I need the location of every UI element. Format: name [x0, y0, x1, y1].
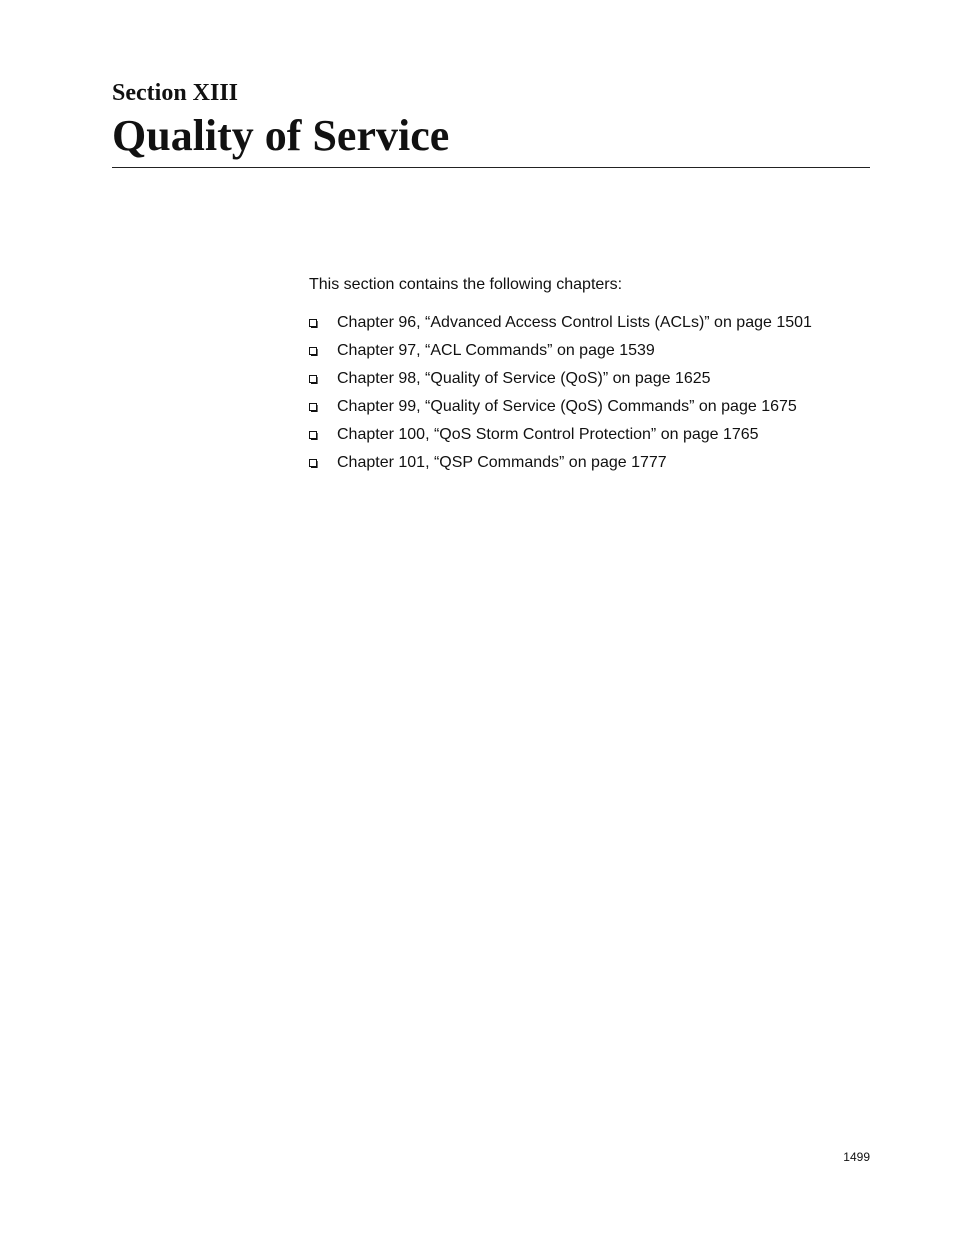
intro-text: This section contains the following chapters:: [309, 276, 623, 293]
page-number: 1499: [843, 1150, 870, 1164]
chapter-link[interactable]: Chapter 96, “Advanced Access Control Lists (ACLs)” on page 1501: [337, 314, 812, 331]
box-icon: [309, 347, 318, 356]
chapter-link[interactable]: Chapter 98, “Quality of Service (QoS)” on page 1625: [337, 370, 711, 387]
box-icon: [309, 459, 318, 468]
chapter-link[interactable]: Chapter 99, “Quality of Service (QoS) Commands” on page 1675: [337, 398, 797, 415]
chapter-link[interactable]: Chapter 97, “ACL Commands” on page 1539: [337, 342, 655, 359]
page-title: Quality of Service: [112, 111, 450, 160]
box-icon: [309, 403, 318, 412]
box-icon: [309, 431, 318, 440]
chapter-link[interactable]: Chapter 100, “QoS Storm Control Protection” on page 1765: [337, 426, 759, 443]
box-icon: [309, 375, 318, 384]
box-icon: [309, 319, 318, 328]
title-divider: [112, 167, 870, 168]
chapter-link[interactable]: Chapter 101, “QSP Commands” on page 1777: [337, 454, 667, 471]
section-label: Section XIII: [112, 80, 239, 106]
